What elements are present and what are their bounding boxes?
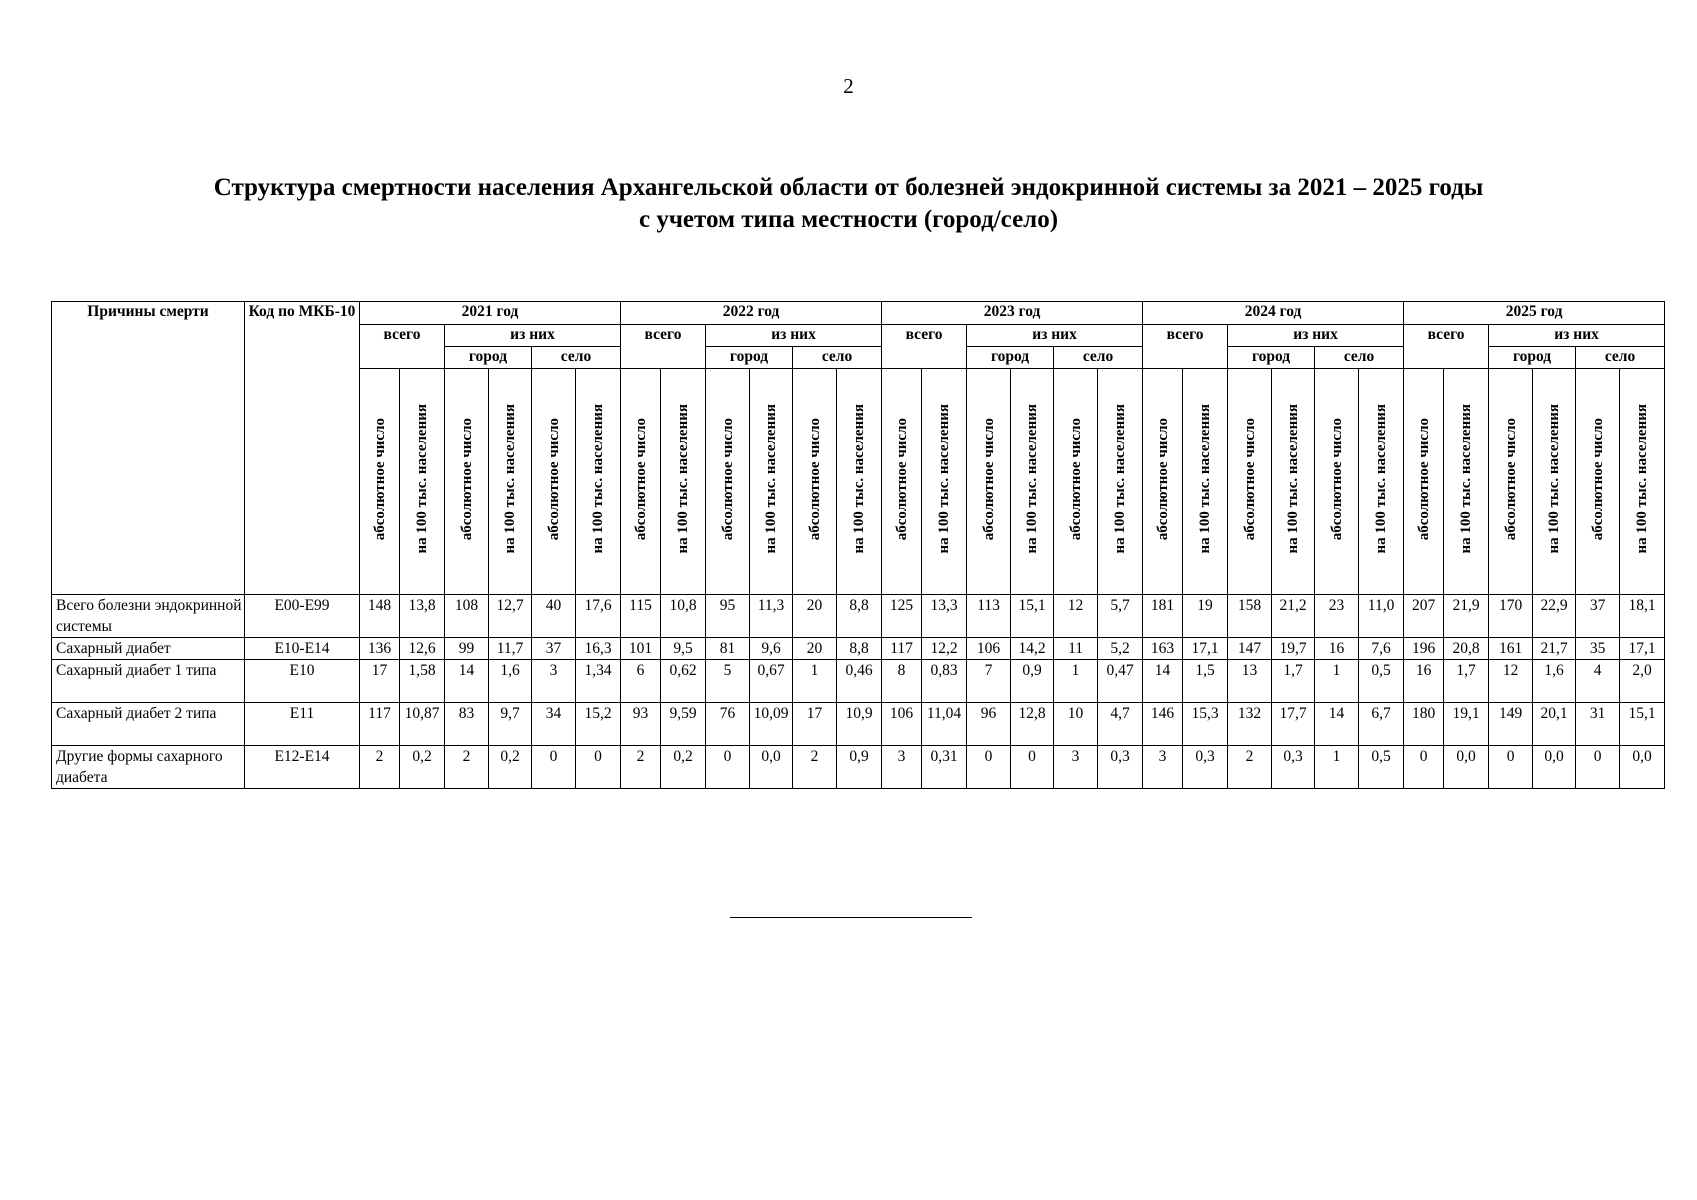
cell-value: 13,8	[400, 595, 445, 638]
header-per-100k	[1620, 369, 1665, 595]
header-village: село	[532, 347, 621, 369]
header-cause: Причины смерти	[52, 302, 245, 595]
cell-value: 5,7	[1098, 595, 1143, 638]
cell-value: 37	[1576, 595, 1620, 638]
cell-value: 10,8	[661, 595, 706, 638]
cell-value: 20,1	[1533, 703, 1576, 746]
cell-value: 10,9	[837, 703, 882, 746]
cell-value: 19,7	[1272, 638, 1315, 660]
cell-value: 0,83	[922, 660, 967, 703]
header-absolute	[621, 369, 661, 595]
cell-value: 7,6	[1359, 638, 1404, 660]
header-per-100k-label: на 100 тыс. населения	[763, 404, 780, 554]
header-per-100k-label: на 100 тыс. населения	[936, 404, 953, 554]
header-per-100k	[922, 369, 967, 595]
cell-value: 0	[967, 746, 1011, 789]
cell-value: 8	[882, 660, 922, 703]
cell-value: 81	[706, 638, 750, 660]
cell-value: 0,5	[1359, 746, 1404, 789]
cell-value: 2	[1228, 746, 1272, 789]
cell-value: 196	[1404, 638, 1444, 660]
header-per-100k-label: на 100 тыс. населения	[1458, 404, 1475, 554]
cell-value: 2	[445, 746, 489, 789]
cell-value: 136	[360, 638, 400, 660]
cell-value: 117	[360, 703, 400, 746]
header-absolute-label: абсолютное число	[980, 417, 997, 541]
cell-value: 99	[445, 638, 489, 660]
cell-value: 16	[1315, 638, 1359, 660]
header-per-100k-label: на 100 тыс. населения	[675, 404, 692, 554]
cell-value: 11	[1054, 638, 1098, 660]
header-total: всего	[1143, 325, 1228, 369]
cell-value: 2,0	[1620, 660, 1665, 703]
cell-value: 8,8	[837, 638, 882, 660]
cell-value: 12,7	[489, 595, 532, 638]
header-total: всего	[360, 325, 445, 369]
header-city: город	[1228, 347, 1315, 369]
header-per-100k	[1272, 369, 1315, 595]
header-per-100k-label: на 100 тыс. населения	[502, 404, 518, 554]
mortality-table	[51, 301, 1665, 789]
header-city: город	[1489, 347, 1576, 369]
cell-value: 158	[1228, 595, 1272, 638]
header-absolute	[445, 369, 489, 595]
header-total: всего	[621, 325, 706, 369]
cell-value: 12,2	[922, 638, 967, 660]
header-absolute	[1054, 369, 1098, 595]
cell-value: 5,2	[1098, 638, 1143, 660]
header-absolute-label: абсолютное число	[1154, 417, 1171, 541]
header-per-100k-label: на 100 тыс. населения	[1024, 404, 1041, 554]
cell-value: 15,1	[1620, 703, 1665, 746]
cell-value: 146	[1143, 703, 1183, 746]
cell-value: 0,5	[1359, 660, 1404, 703]
cell-value: 12,8	[1011, 703, 1054, 746]
cell-value: 11,7	[489, 638, 532, 660]
header-year: 2023 год	[882, 302, 1143, 325]
cell-value: 12	[1054, 595, 1098, 638]
cell-value: 37	[532, 638, 576, 660]
cell-value: 15,1	[1011, 595, 1054, 638]
cell-value: 163	[1143, 638, 1183, 660]
cell-value: 149	[1489, 703, 1533, 746]
header-per-100k	[400, 369, 445, 595]
cell-value: 96	[967, 703, 1011, 746]
cell-value: 17,7	[1272, 703, 1315, 746]
cell-value: 9,6	[750, 638, 793, 660]
cell-value: 0,3	[1098, 746, 1143, 789]
cell-value: 2	[621, 746, 661, 789]
cell-value: 15,3	[1183, 703, 1228, 746]
cell-value: 13	[1228, 660, 1272, 703]
cell-value: 12	[1489, 660, 1533, 703]
header-per-100k-label: на 100 тыс. населения	[590, 404, 606, 554]
title-line-1: Структура смертности населения Архангельской области от болезней эндокринной системы за 2021 – 2025 годы	[213, 174, 1484, 201]
cell-value: 9,5	[661, 638, 706, 660]
cell-value: 6	[621, 660, 661, 703]
header-of-which: из них	[706, 325, 882, 347]
title-line-2: с учетом типа местности (город/село)	[638, 206, 1059, 233]
cell-value: 17,1	[1620, 638, 1665, 660]
cell-value: 10	[1054, 703, 1098, 746]
cell-value: 17	[360, 660, 400, 703]
header-absolute-label: абсолютное число	[719, 417, 736, 541]
cell-value: 20	[793, 638, 837, 660]
header-city: город	[706, 347, 793, 369]
cell-value: 161	[1489, 638, 1533, 660]
header-absolute-label: абсолютное число	[371, 417, 388, 541]
cell-value: 0	[1576, 746, 1620, 789]
header-per-100k	[576, 369, 621, 595]
cell-code: E11	[245, 703, 360, 746]
cell-value: 207	[1404, 595, 1444, 638]
cell-value: 14	[1143, 660, 1183, 703]
cell-value: 0,2	[489, 746, 532, 789]
header-code: Код по МКБ-10	[245, 302, 360, 595]
table-row	[52, 638, 1665, 660]
cell-value: 4,7	[1098, 703, 1143, 746]
header-absolute-label: абсолютное число	[1241, 417, 1258, 541]
header-of-which: из них	[1489, 325, 1665, 347]
cell-value: 17,1	[1183, 638, 1228, 660]
cell-value: 17,6	[576, 595, 621, 638]
cell-value: 76	[706, 703, 750, 746]
header-per-100k-label: на 100 тыс. населения	[1285, 404, 1302, 554]
header-absolute	[882, 369, 922, 595]
cell-value: 101	[621, 638, 661, 660]
header-absolute-label: абсолютное число	[1067, 417, 1084, 541]
header-per-100k	[1011, 369, 1054, 595]
header-village: село	[1576, 347, 1665, 369]
cell-value: 13,3	[922, 595, 967, 638]
cell-value: 148	[360, 595, 400, 638]
cell-value: 0,9	[1011, 660, 1054, 703]
cell-value: 12,6	[400, 638, 445, 660]
header-per-100k	[1533, 369, 1576, 595]
cell-value: 4	[1576, 660, 1620, 703]
cell-value: 1,7	[1272, 660, 1315, 703]
cell-value: 0,62	[661, 660, 706, 703]
cell-value: 20,8	[1444, 638, 1489, 660]
cell-value: 0,67	[750, 660, 793, 703]
cell-value: 0,31	[922, 746, 967, 789]
table-row	[52, 595, 1665, 638]
cell-value: 0	[706, 746, 750, 789]
header-total: всего	[882, 325, 967, 369]
table-row	[52, 746, 1665, 789]
cell-value: 19	[1183, 595, 1228, 638]
cell-value: 1,7	[1444, 660, 1489, 703]
cell-value: 0	[1011, 746, 1054, 789]
cell-value: 15,2	[576, 703, 621, 746]
cell-value: 0,3	[1272, 746, 1315, 789]
cell-value: 1	[1315, 660, 1359, 703]
header-per-100k	[489, 369, 532, 595]
cell-value: 95	[706, 595, 750, 638]
header-absolute-label: абсолютное число	[632, 417, 649, 541]
cell-value: 3	[1054, 746, 1098, 789]
header-absolute	[1228, 369, 1272, 595]
cell-value: 14	[445, 660, 489, 703]
header-absolute-label: абсолютное число	[806, 417, 823, 541]
cell-value: 147	[1228, 638, 1272, 660]
header-per-100k	[1444, 369, 1489, 595]
cell-value: 1,6	[1533, 660, 1576, 703]
cell-value: 0,0	[1444, 746, 1489, 789]
cell-value: 83	[445, 703, 489, 746]
cell-value: 31	[1576, 703, 1620, 746]
header-per-100k-label: на 100 тыс. населения	[1546, 404, 1563, 554]
cell-value: 18,1	[1620, 595, 1665, 638]
cell-value: 180	[1404, 703, 1444, 746]
header-absolute-label: абсолютное число	[1589, 417, 1606, 541]
cell-value: 0	[532, 746, 576, 789]
cell-value: 8,8	[837, 595, 882, 638]
cell-value: 40	[532, 595, 576, 638]
header-year: 2025 год	[1404, 302, 1665, 325]
cell-value: 117	[882, 638, 922, 660]
cell-value: 17	[793, 703, 837, 746]
cell-value: 108	[445, 595, 489, 638]
cell-value: 0,0	[1533, 746, 1576, 789]
header-per-100k-label: на 100 тыс. населения	[1634, 404, 1651, 554]
header-absolute	[1489, 369, 1533, 595]
cell-value: 0,0	[750, 746, 793, 789]
header-per-100k-label: на 100 тыс. населения	[414, 404, 430, 554]
header-absolute-label: абсолютное число	[1328, 417, 1345, 541]
cell-value: 106	[882, 703, 922, 746]
cell-value: 0,2	[400, 746, 445, 789]
cell-value: 125	[882, 595, 922, 638]
header-of-which: из них	[445, 325, 621, 347]
header-per-100k	[1359, 369, 1404, 595]
header-absolute	[793, 369, 837, 595]
cell-value: 14	[1315, 703, 1359, 746]
cell-value: 1,6	[489, 660, 532, 703]
header-per-100k	[837, 369, 882, 595]
cell-cause: Другие формы сахарного диабета	[52, 746, 245, 789]
cell-value: 106	[967, 638, 1011, 660]
cell-value: 115	[621, 595, 661, 638]
cell-value: 11,0	[1359, 595, 1404, 638]
cell-value: 35	[1576, 638, 1620, 660]
cell-value: 19,1	[1444, 703, 1489, 746]
table-row	[52, 703, 1665, 746]
header-absolute	[1143, 369, 1183, 595]
header-absolute	[1315, 369, 1359, 595]
footer-rule	[730, 917, 972, 918]
header-of-which: из них	[967, 325, 1143, 347]
cell-value: 9,7	[489, 703, 532, 746]
header-per-100k	[750, 369, 793, 595]
header-absolute	[706, 369, 750, 595]
cell-value: 2	[360, 746, 400, 789]
cell-value: 0,0	[1620, 746, 1665, 789]
cell-value: 0,9	[837, 746, 882, 789]
cell-value: 14,2	[1011, 638, 1054, 660]
cell-value: 21,9	[1444, 595, 1489, 638]
cell-value: 11,3	[750, 595, 793, 638]
cell-value: 23	[1315, 595, 1359, 638]
header-per-100k-label: на 100 тыс. населения	[1112, 404, 1129, 554]
cell-value: 6,7	[1359, 703, 1404, 746]
cell-value: 1	[793, 660, 837, 703]
header-absolute-label: абсолютное число	[458, 417, 475, 541]
cell-value: 20	[793, 595, 837, 638]
cell-value: 3	[1143, 746, 1183, 789]
header-per-100k	[661, 369, 706, 595]
header-of-which: из них	[1228, 325, 1404, 347]
cell-value: 2	[793, 746, 837, 789]
cell-value: 21,2	[1272, 595, 1315, 638]
header-year: 2021 год	[360, 302, 621, 325]
header-absolute-label: абсолютное число	[893, 417, 910, 541]
page-number: 2	[843, 74, 854, 98]
cell-value: 1	[1315, 746, 1359, 789]
cell-code: E12-E14	[245, 746, 360, 789]
cell-code: E00-E99	[245, 595, 360, 638]
cell-value: 0,46	[837, 660, 882, 703]
cell-value: 9,59	[661, 703, 706, 746]
header-absolute-label: абсолютное число	[1502, 417, 1519, 541]
cell-value: 5	[706, 660, 750, 703]
cell-value: 10,09	[750, 703, 793, 746]
cell-value: 1	[1054, 660, 1098, 703]
cell-value: 10,87	[400, 703, 445, 746]
header-per-100k-label: на 100 тыс. населения	[851, 404, 868, 554]
cell-cause: Всего болезни эндокринной системы	[52, 595, 245, 638]
header-per-100k-label: на 100 тыс. населения	[1373, 404, 1390, 554]
cell-value: 1,34	[576, 660, 621, 703]
cell-value: 1,5	[1183, 660, 1228, 703]
header-absolute	[360, 369, 400, 595]
header-absolute	[1576, 369, 1620, 595]
cell-value: 22,9	[1533, 595, 1576, 638]
header-absolute-label: абсолютное число	[1415, 417, 1432, 541]
cell-value: 113	[967, 595, 1011, 638]
header-year: 2024 год	[1143, 302, 1404, 325]
header-city: город	[445, 347, 532, 369]
cell-value: 3	[882, 746, 922, 789]
header-year: 2022 год	[621, 302, 882, 325]
cell-value: 3	[532, 660, 576, 703]
cell-value: 170	[1489, 595, 1533, 638]
cell-value: 181	[1143, 595, 1183, 638]
table-row	[52, 660, 1665, 703]
header-total: всего	[1404, 325, 1489, 369]
header-per-100k-label: на 100 тыс. населения	[1197, 404, 1214, 554]
cell-value: 34	[532, 703, 576, 746]
cell-value: 93	[621, 703, 661, 746]
cell-cause: Сахарный диабет 1 типа	[52, 660, 245, 703]
cell-value: 0	[576, 746, 621, 789]
cell-value: 16	[1404, 660, 1444, 703]
cell-value: 132	[1228, 703, 1272, 746]
cell-value: 0	[1404, 746, 1444, 789]
header-absolute-label: абсолютное число	[545, 417, 562, 541]
cell-value: 11,04	[922, 703, 967, 746]
header-absolute	[967, 369, 1011, 595]
cell-value: 0,47	[1098, 660, 1143, 703]
header-city: город	[967, 347, 1054, 369]
cell-value: 16,3	[576, 638, 621, 660]
cell-cause: Сахарный диабет	[52, 638, 245, 660]
header-absolute	[1404, 369, 1444, 595]
header-per-100k	[1098, 369, 1143, 595]
header-per-100k	[1183, 369, 1228, 595]
header-absolute	[532, 369, 576, 595]
cell-value: 1,58	[400, 660, 445, 703]
cell-value: 21,7	[1533, 638, 1576, 660]
cell-value: 0	[1489, 746, 1533, 789]
cell-code: E10	[245, 660, 360, 703]
cell-value: 0,3	[1183, 746, 1228, 789]
cell-code: E10-E14	[245, 638, 360, 660]
cell-value: 0,2	[661, 746, 706, 789]
cell-value: 7	[967, 660, 1011, 703]
header-village: село	[1054, 347, 1143, 369]
header-village: село	[1315, 347, 1404, 369]
header-village: село	[793, 347, 882, 369]
cell-cause: Сахарный диабет 2 типа	[52, 703, 245, 746]
document-title	[60, 172, 1637, 236]
